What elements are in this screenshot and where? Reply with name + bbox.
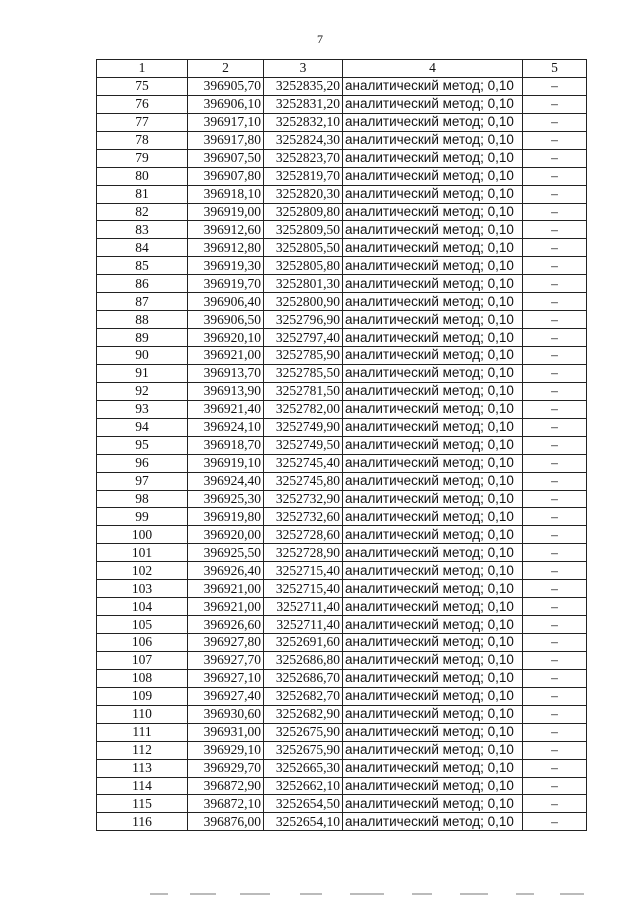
- point-number-cell: 106: [97, 634, 188, 652]
- table-row: [97, 795, 587, 813]
- note-cell: –: [523, 131, 587, 149]
- x-coordinate-cell: 396919,70: [188, 275, 264, 293]
- point-number-cell: 92: [97, 382, 188, 400]
- point-number-cell: 84: [97, 239, 188, 257]
- table-row: [97, 113, 587, 131]
- table-row: [97, 741, 587, 759]
- x-coordinate-cell: 396929,70: [188, 759, 264, 777]
- x-coordinate-cell: 396919,80: [188, 508, 264, 526]
- table-row: [97, 203, 587, 221]
- x-coordinate-cell: 396927,70: [188, 651, 264, 669]
- point-number-cell: 80: [97, 167, 188, 185]
- column-header-note: 5: [523, 60, 587, 78]
- y-coordinate-cell: 3252781,50: [264, 382, 343, 400]
- table-row: [97, 651, 587, 669]
- table-header: [97, 60, 587, 78]
- note-cell: –: [523, 418, 587, 436]
- point-number-cell: 98: [97, 490, 188, 508]
- x-coordinate-cell: 396906,50: [188, 311, 264, 329]
- x-coordinate-cell: 396921,00: [188, 598, 264, 616]
- point-number-cell: 87: [97, 293, 188, 311]
- x-coordinate-cell: 396872,90: [188, 777, 264, 795]
- point-number-cell: 97: [97, 472, 188, 490]
- note-cell: –: [523, 634, 587, 652]
- method-accuracy-cell: аналитический метод; 0,10: [343, 472, 523, 490]
- method-accuracy-cell: аналитический метод; 0,10: [343, 526, 523, 544]
- point-number-cell: 115: [97, 795, 188, 813]
- x-coordinate-cell: 396929,10: [188, 741, 264, 759]
- method-accuracy-cell: аналитический метод; 0,10: [343, 723, 523, 741]
- x-coordinate-cell: 396926,60: [188, 616, 264, 634]
- table-row: [97, 454, 587, 472]
- point-number-cell: 108: [97, 669, 188, 687]
- table-row: [97, 705, 587, 723]
- method-accuracy-cell: аналитический метод; 0,10: [343, 203, 523, 221]
- method-accuracy-cell: аналитический метод; 0,10: [343, 221, 523, 239]
- method-accuracy-cell: аналитический метод; 0,10: [343, 167, 523, 185]
- table-body: [97, 77, 587, 830]
- y-coordinate-cell: 3252711,40: [264, 616, 343, 634]
- note-cell: –: [523, 544, 587, 562]
- table-row: [97, 221, 587, 239]
- table-row: [97, 508, 587, 526]
- method-accuracy-cell: аналитический метод; 0,10: [343, 687, 523, 705]
- note-cell: –: [523, 221, 587, 239]
- note-cell: –: [523, 257, 587, 275]
- y-coordinate-cell: 3252654,10: [264, 813, 343, 831]
- point-number-cell: 114: [97, 777, 188, 795]
- point-number-cell: 89: [97, 329, 188, 347]
- y-coordinate-cell: 3252797,40: [264, 329, 343, 347]
- method-accuracy-cell: аналитический метод; 0,10: [343, 454, 523, 472]
- method-accuracy-cell: аналитический метод; 0,10: [343, 311, 523, 329]
- note-cell: –: [523, 651, 587, 669]
- table-row: [97, 347, 587, 365]
- y-coordinate-cell: 3252682,70: [264, 687, 343, 705]
- x-coordinate-cell: 396921,00: [188, 580, 264, 598]
- column-header-point-number: 1: [97, 60, 188, 78]
- y-coordinate-cell: 3252675,90: [264, 741, 343, 759]
- x-coordinate-cell: 396919,00: [188, 203, 264, 221]
- note-cell: –: [523, 311, 587, 329]
- point-number-cell: 116: [97, 813, 188, 831]
- x-coordinate-cell: 396927,10: [188, 669, 264, 687]
- column-header-x: 2: [188, 60, 264, 78]
- point-number-cell: 77: [97, 113, 188, 131]
- table-row: [97, 257, 587, 275]
- y-coordinate-cell: 3252686,70: [264, 669, 343, 687]
- table-row: [97, 723, 587, 741]
- x-coordinate-cell: 396924,10: [188, 418, 264, 436]
- point-number-cell: 101: [97, 544, 188, 562]
- method-accuracy-cell: аналитический метод; 0,10: [343, 669, 523, 687]
- point-number-cell: 96: [97, 454, 188, 472]
- y-coordinate-cell: 3252715,40: [264, 580, 343, 598]
- method-accuracy-cell: аналитический метод; 0,10: [343, 436, 523, 454]
- table-row: [97, 813, 587, 831]
- y-coordinate-cell: 3252835,20: [264, 77, 343, 95]
- y-coordinate-cell: 3252728,90: [264, 544, 343, 562]
- method-accuracy-cell: аналитический метод; 0,10: [343, 544, 523, 562]
- table-row: [97, 777, 587, 795]
- x-coordinate-cell: 396919,10: [188, 454, 264, 472]
- y-coordinate-cell: 3252809,50: [264, 221, 343, 239]
- table-row: [97, 131, 587, 149]
- y-coordinate-cell: 3252728,60: [264, 526, 343, 544]
- point-number-cell: 81: [97, 185, 188, 203]
- x-coordinate-cell: 396924,40: [188, 472, 264, 490]
- note-cell: –: [523, 77, 587, 95]
- table-row: [97, 687, 587, 705]
- method-accuracy-cell: аналитический метод; 0,10: [343, 382, 523, 400]
- x-coordinate-cell: 396920,10: [188, 329, 264, 347]
- table-row: [97, 311, 587, 329]
- column-header-method: 4: [343, 60, 523, 78]
- table-row: [97, 634, 587, 652]
- x-coordinate-cell: 396907,80: [188, 167, 264, 185]
- method-accuracy-cell: аналитический метод; 0,10: [343, 759, 523, 777]
- method-accuracy-cell: аналитический метод; 0,10: [343, 364, 523, 382]
- x-coordinate-cell: 396925,50: [188, 544, 264, 562]
- y-coordinate-cell: 3252665,30: [264, 759, 343, 777]
- table-row: [97, 490, 587, 508]
- y-coordinate-cell: 3252715,40: [264, 562, 343, 580]
- note-cell: –: [523, 598, 587, 616]
- note-cell: –: [523, 490, 587, 508]
- x-coordinate-cell: 396912,80: [188, 239, 264, 257]
- y-coordinate-cell: 3252654,50: [264, 795, 343, 813]
- y-coordinate-cell: 3252732,60: [264, 508, 343, 526]
- x-coordinate-cell: 396907,50: [188, 149, 264, 167]
- note-cell: –: [523, 167, 587, 185]
- note-cell: –: [523, 795, 587, 813]
- point-number-cell: 111: [97, 723, 188, 741]
- point-number-cell: 91: [97, 364, 188, 382]
- method-accuracy-cell: аналитический метод; 0,10: [343, 275, 523, 293]
- note-cell: –: [523, 723, 587, 741]
- page-number: 7: [317, 32, 323, 46]
- note-cell: –: [523, 293, 587, 311]
- table-row: [97, 293, 587, 311]
- method-accuracy-cell: аналитический метод; 0,10: [343, 329, 523, 347]
- table-row: [97, 436, 587, 454]
- y-coordinate-cell: 3252732,90: [264, 490, 343, 508]
- method-accuracy-cell: аналитический метод; 0,10: [343, 490, 523, 508]
- x-coordinate-cell: 396919,30: [188, 257, 264, 275]
- point-number-cell: 107: [97, 651, 188, 669]
- point-number-cell: 113: [97, 759, 188, 777]
- method-accuracy-cell: аналитический метод; 0,10: [343, 616, 523, 634]
- point-number-cell: 78: [97, 131, 188, 149]
- x-coordinate-cell: 396921,00: [188, 347, 264, 365]
- note-cell: –: [523, 95, 587, 113]
- x-coordinate-cell: 396921,40: [188, 400, 264, 418]
- note-cell: –: [523, 185, 587, 203]
- y-coordinate-cell: 3252711,40: [264, 598, 343, 616]
- y-coordinate-cell: 3252675,90: [264, 723, 343, 741]
- method-accuracy-cell: аналитический метод; 0,10: [343, 795, 523, 813]
- y-coordinate-cell: 3252691,60: [264, 634, 343, 652]
- table-row: [97, 275, 587, 293]
- note-cell: –: [523, 400, 587, 418]
- note-cell: –: [523, 329, 587, 347]
- y-coordinate-cell: 3252782,00: [264, 400, 343, 418]
- method-accuracy-cell: аналитический метод; 0,10: [343, 149, 523, 167]
- x-coordinate-cell: 396930,60: [188, 705, 264, 723]
- x-coordinate-cell: 396913,70: [188, 364, 264, 382]
- y-coordinate-cell: 3252824,30: [264, 131, 343, 149]
- header-row: [97, 60, 587, 78]
- note-cell: –: [523, 454, 587, 472]
- method-accuracy-cell: аналитический метод; 0,10: [343, 777, 523, 795]
- point-number-cell: 110: [97, 705, 188, 723]
- point-number-cell: 93: [97, 400, 188, 418]
- y-coordinate-cell: 3252823,70: [264, 149, 343, 167]
- table-row: [97, 382, 587, 400]
- point-number-cell: 103: [97, 580, 188, 598]
- y-coordinate-cell: 3252809,80: [264, 203, 343, 221]
- x-coordinate-cell: 396927,40: [188, 687, 264, 705]
- point-number-cell: 85: [97, 257, 188, 275]
- note-cell: –: [523, 687, 587, 705]
- table-row: [97, 239, 587, 257]
- x-coordinate-cell: 396905,70: [188, 77, 264, 95]
- note-cell: –: [523, 472, 587, 490]
- y-coordinate-cell: 3252831,20: [264, 95, 343, 113]
- table-row: [97, 544, 587, 562]
- scan-artifact-marks: [150, 893, 590, 897]
- table-row: [97, 562, 587, 580]
- point-number-cell: 102: [97, 562, 188, 580]
- note-cell: –: [523, 526, 587, 544]
- note-cell: –: [523, 705, 587, 723]
- table-row: [97, 400, 587, 418]
- point-number-cell: 94: [97, 418, 188, 436]
- note-cell: –: [523, 382, 587, 400]
- table-row: [97, 580, 587, 598]
- point-number-cell: 88: [97, 311, 188, 329]
- method-accuracy-cell: аналитический метод; 0,10: [343, 113, 523, 131]
- note-cell: –: [523, 813, 587, 831]
- point-number-cell: 105: [97, 616, 188, 634]
- point-number-cell: 82: [97, 203, 188, 221]
- method-accuracy-cell: аналитический метод; 0,10: [343, 400, 523, 418]
- y-coordinate-cell: 3252749,90: [264, 418, 343, 436]
- table-row: [97, 616, 587, 634]
- x-coordinate-cell: 396931,00: [188, 723, 264, 741]
- y-coordinate-cell: 3252682,90: [264, 705, 343, 723]
- y-coordinate-cell: 3252820,30: [264, 185, 343, 203]
- note-cell: –: [523, 759, 587, 777]
- method-accuracy-cell: аналитический метод; 0,10: [343, 580, 523, 598]
- point-number-cell: 90: [97, 347, 188, 365]
- y-coordinate-cell: 3252800,90: [264, 293, 343, 311]
- method-accuracy-cell: аналитический метод; 0,10: [343, 813, 523, 831]
- method-accuracy-cell: аналитический метод; 0,10: [343, 293, 523, 311]
- y-coordinate-cell: 3252745,80: [264, 472, 343, 490]
- table-row: [97, 526, 587, 544]
- point-number-cell: 109: [97, 687, 188, 705]
- x-coordinate-cell: 396913,90: [188, 382, 264, 400]
- y-coordinate-cell: 3252785,50: [264, 364, 343, 382]
- method-accuracy-cell: аналитический метод; 0,10: [343, 239, 523, 257]
- coordinates-table: [96, 59, 587, 831]
- method-accuracy-cell: аналитический метод; 0,10: [343, 347, 523, 365]
- note-cell: –: [523, 508, 587, 526]
- note-cell: –: [523, 562, 587, 580]
- y-coordinate-cell: 3252805,80: [264, 257, 343, 275]
- method-accuracy-cell: аналитический метод; 0,10: [343, 598, 523, 616]
- method-accuracy-cell: аналитический метод; 0,10: [343, 131, 523, 149]
- y-coordinate-cell: 3252745,40: [264, 454, 343, 472]
- x-coordinate-cell: 396912,60: [188, 221, 264, 239]
- point-number-cell: 104: [97, 598, 188, 616]
- table-row: [97, 149, 587, 167]
- note-cell: –: [523, 239, 587, 257]
- y-coordinate-cell: 3252749,50: [264, 436, 343, 454]
- method-accuracy-cell: аналитический метод; 0,10: [343, 705, 523, 723]
- table-row: [97, 167, 587, 185]
- method-accuracy-cell: аналитический метод; 0,10: [343, 634, 523, 652]
- table-row: [97, 364, 587, 382]
- table-row: [97, 472, 587, 490]
- note-cell: –: [523, 777, 587, 795]
- table-row: [97, 418, 587, 436]
- method-accuracy-cell: аналитический метод; 0,10: [343, 77, 523, 95]
- x-coordinate-cell: 396872,10: [188, 795, 264, 813]
- x-coordinate-cell: 396920,00: [188, 526, 264, 544]
- method-accuracy-cell: аналитический метод; 0,10: [343, 185, 523, 203]
- y-coordinate-cell: 3252785,90: [264, 347, 343, 365]
- method-accuracy-cell: аналитический метод; 0,10: [343, 257, 523, 275]
- table-row: [97, 185, 587, 203]
- method-accuracy-cell: аналитический метод; 0,10: [343, 562, 523, 580]
- x-coordinate-cell: 396918,70: [188, 436, 264, 454]
- note-cell: –: [523, 580, 587, 598]
- x-coordinate-cell: 396926,40: [188, 562, 264, 580]
- note-cell: –: [523, 741, 587, 759]
- point-number-cell: 75: [97, 77, 188, 95]
- x-coordinate-cell: 396906,10: [188, 95, 264, 113]
- note-cell: –: [523, 203, 587, 221]
- point-number-cell: 112: [97, 741, 188, 759]
- method-accuracy-cell: аналитический метод; 0,10: [343, 741, 523, 759]
- table-row: [97, 95, 587, 113]
- y-coordinate-cell: 3252805,50: [264, 239, 343, 257]
- note-cell: –: [523, 149, 587, 167]
- note-cell: –: [523, 669, 587, 687]
- point-number-cell: 79: [97, 149, 188, 167]
- x-coordinate-cell: 396918,10: [188, 185, 264, 203]
- point-number-cell: 95: [97, 436, 188, 454]
- note-cell: –: [523, 616, 587, 634]
- table-row: [97, 669, 587, 687]
- note-cell: –: [523, 275, 587, 293]
- method-accuracy-cell: аналитический метод; 0,10: [343, 95, 523, 113]
- method-accuracy-cell: аналитический метод; 0,10: [343, 418, 523, 436]
- point-number-cell: 76: [97, 95, 188, 113]
- x-coordinate-cell: 396917,80: [188, 131, 264, 149]
- y-coordinate-cell: 3252796,90: [264, 311, 343, 329]
- note-cell: –: [523, 347, 587, 365]
- table-row: [97, 329, 587, 347]
- y-coordinate-cell: 3252662,10: [264, 777, 343, 795]
- x-coordinate-cell: 396927,80: [188, 634, 264, 652]
- x-coordinate-cell: 396917,10: [188, 113, 264, 131]
- method-accuracy-cell: аналитический метод; 0,10: [343, 651, 523, 669]
- column-header-y: 3: [264, 60, 343, 78]
- note-cell: –: [523, 436, 587, 454]
- table-row: [97, 77, 587, 95]
- y-coordinate-cell: 3252801,30: [264, 275, 343, 293]
- table-row: [97, 759, 587, 777]
- x-coordinate-cell: 396876,00: [188, 813, 264, 831]
- x-coordinate-cell: 396906,40: [188, 293, 264, 311]
- note-cell: –: [523, 113, 587, 131]
- note-cell: –: [523, 364, 587, 382]
- x-coordinate-cell: 396925,30: [188, 490, 264, 508]
- point-number-cell: 100: [97, 526, 188, 544]
- point-number-cell: 99: [97, 508, 188, 526]
- y-coordinate-cell: 3252819,70: [264, 167, 343, 185]
- y-coordinate-cell: 3252686,80: [264, 651, 343, 669]
- y-coordinate-cell: 3252832,10: [264, 113, 343, 131]
- point-number-cell: 86: [97, 275, 188, 293]
- point-number-cell: 83: [97, 221, 188, 239]
- table-row: [97, 598, 587, 616]
- method-accuracy-cell: аналитический метод; 0,10: [343, 508, 523, 526]
